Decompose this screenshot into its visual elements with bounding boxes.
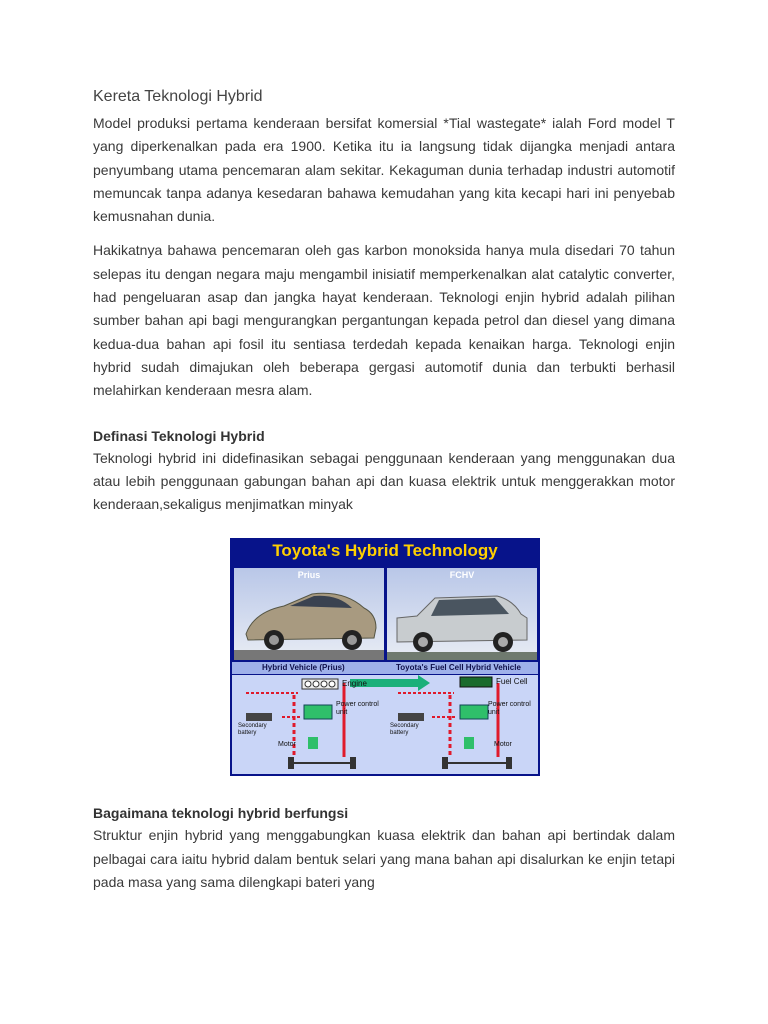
powertrain-diagram	[232, 675, 538, 774]
section-heading-fungsi: Bagaimana teknologi hybrid berfungsi	[93, 805, 349, 822]
power-control-unit-label-left: Power control unit	[336, 701, 379, 717]
fchv-suv-image	[387, 568, 537, 660]
engine-label: Engine	[342, 679, 367, 689]
paragraph-1: Model produksi pertama kenderaan bersifat komersial *Tial wastegate* ialah Ford model T yang diperkenalkan pada era 1900. Ketika itu ia langsung tidak dijangka menjadi antara penyumbang utama pencemaran alam sekitar. Kekaguman dunia terhadap industri automotif memuncak tanpa adanya kesedaran bahawa kemudahan yang kita kecapi hari ini penyebab kemusnahan dunia.	[93, 115, 675, 225]
motor-label-left: Motor	[278, 741, 296, 749]
secondary-battery-label-right: Secondary battery	[390, 723, 419, 737]
secondary-battery-label-left: Secondary battery	[238, 723, 267, 737]
prius-car-image	[234, 568, 384, 660]
hybrid-technology-figure	[230, 538, 540, 776]
page-title: Kereta Teknologi Hybrid	[93, 88, 263, 105]
fuel-cell-label: Fuel Cell	[496, 677, 528, 687]
fchv-label: FCHV	[449, 570, 475, 581]
figure-title: Toyota's Hybrid Technology	[272, 541, 498, 561]
section-heading-definasi: Definasi Teknologi Hybrid	[93, 427, 265, 444]
figure-subtitle-band	[232, 662, 538, 674]
prius-label: Prius	[297, 570, 321, 581]
fchv-subtitle: Toyota's Fuel Cell Hybrid Vehicle	[396, 663, 521, 673]
paragraph-fungsi: Struktur enjin hybrid yang menggabungkan kuasa elektrik dan bahan api bertindak dalam pelbagai cara iaitu hybrid dalam bentuk selari yang mana bahan api disalurkan ke enjin tetapi pada masa yang sama dilengkapi bateri yang	[93, 827, 675, 891]
power-control-unit-label-right: Power control unit	[488, 701, 531, 717]
paragraph-2: Hakikatnya bahawa pencemaran oleh gas karbon monoksida hanya mula disedari 70 tahun selepas itu dengan negara maju mengambil inisiatif memperkenalkan alat catalytic converter, had pengeluaran asap dan jangka hayat kenderaan. Teknologi enjin hybrid adalah pilihan sumber bahan api bagi mengurangkan pergantungan kepada petrol dan diesel yang dimana kedua-dua bahan api fosil itu sentiasa terdedah kepada kenaikan harga. Teknologi enjin hybrid sudah dimajukan oleh beberapa gergasi automotif dunia dan terbukti berhasil melahirkan kenderaan mesra alam.	[93, 242, 675, 399]
prius-subtitle: Hybrid Vehicle (Prius)	[262, 663, 345, 673]
prius-photo-panel	[234, 568, 384, 660]
motor-label-right: Motor	[494, 741, 512, 749]
fchv-photo-panel	[387, 568, 537, 660]
paragraph-definasi: Teknologi hybrid ini didefinasikan sebagai penggunaan kenderaan yang menggunakan dua atau lebih penggunaan gabungan bahan api dan kuasa elektrik untuk menggerakkan motor kenderaan,sekaligus menjimatkan minyak	[93, 449, 675, 513]
document-page	[93, 86, 675, 894]
